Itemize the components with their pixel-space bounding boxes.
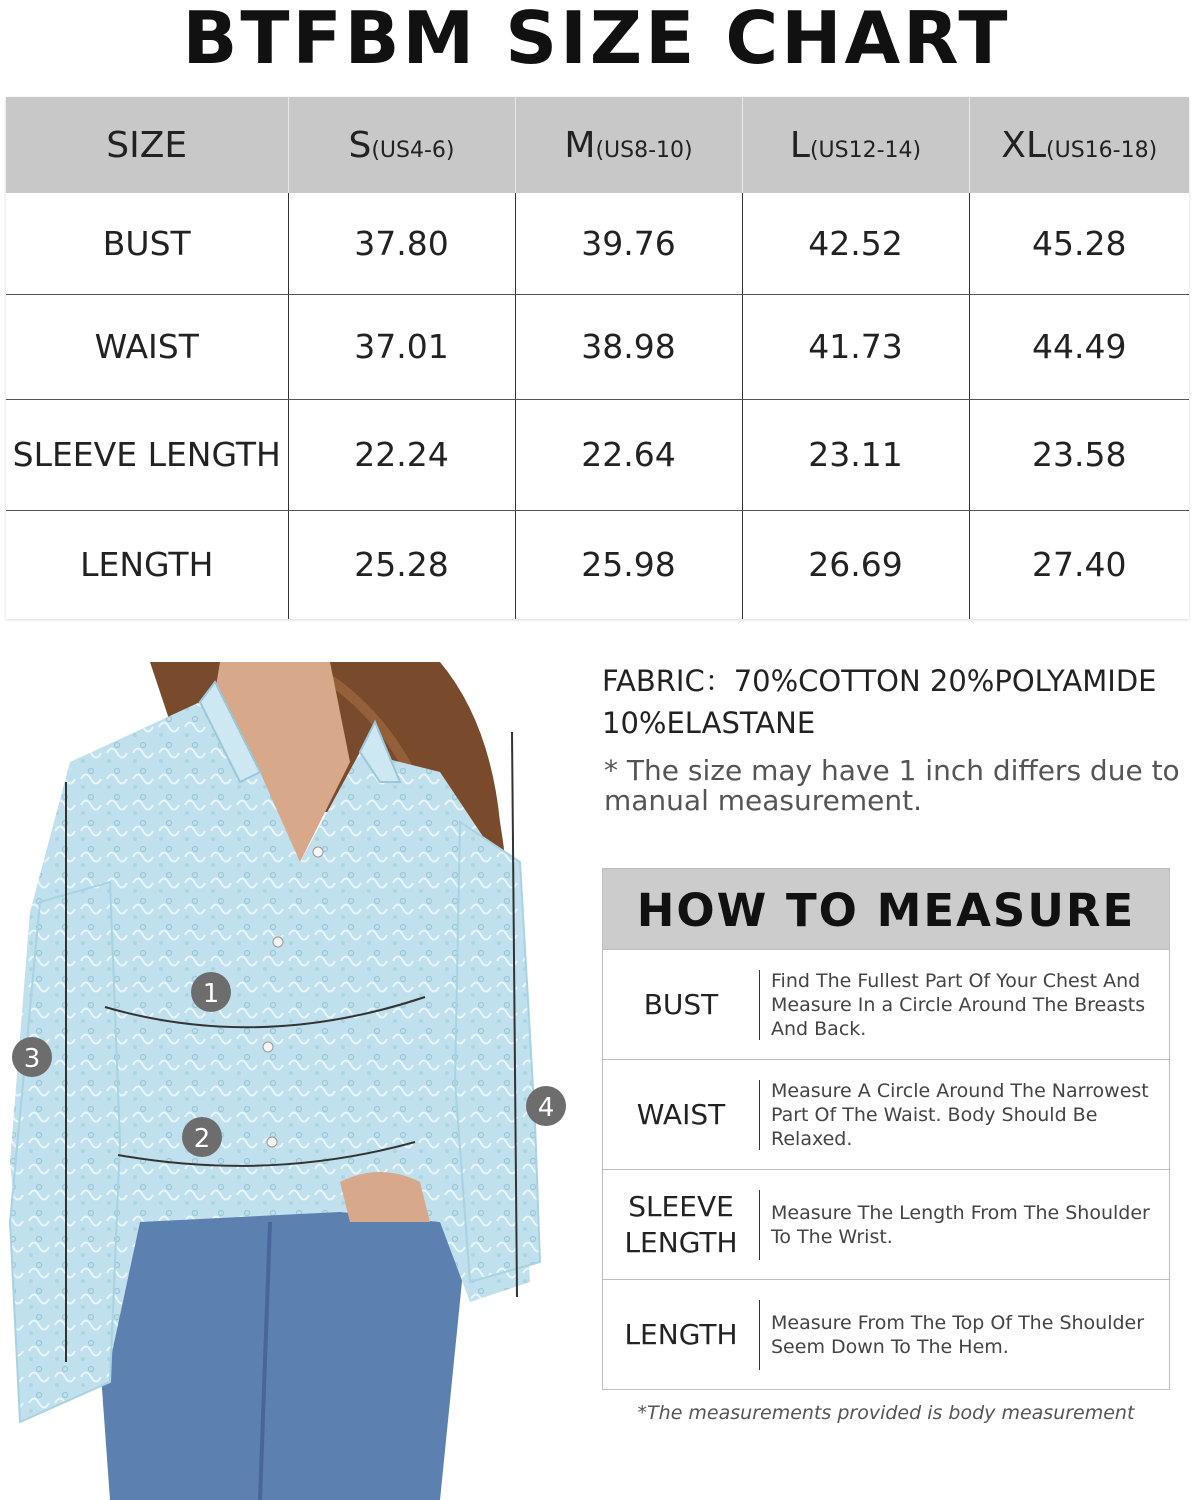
- table-cell: 38.98: [515, 294, 742, 399]
- jeans: [90, 1202, 470, 1500]
- table-cell: 37.80: [288, 193, 515, 294]
- footnote: *The measurements provided is body measurement: [637, 1402, 1135, 1424]
- header-cell-m: [515, 97, 742, 193]
- measure-desc: Measure From The Top Of The Shoulder Seem Down To The Hem.: [771, 1311, 1145, 1358]
- header-cell-size: [6, 97, 288, 193]
- marker-2: [182, 1117, 222, 1157]
- row-label: WAIST: [6, 294, 288, 399]
- measure-desc: Measure The Length From The Shoulder To The Wrist.: [771, 1201, 1150, 1248]
- how-to-measure-box: [602, 868, 1170, 1390]
- table-cell: 37.01: [288, 294, 515, 399]
- table-cell: 44.49: [969, 294, 1189, 399]
- row-label: LENGTH: [6, 510, 288, 619]
- svg-text:4: 4: [537, 1093, 555, 1123]
- table-cell: 22.64: [515, 399, 742, 510]
- row-label: BUST: [6, 193, 288, 294]
- marker-4: [526, 1086, 566, 1126]
- table-row-waist: [6, 294, 1189, 399]
- table-row-bust: [6, 193, 1189, 294]
- header-main: S: [348, 124, 372, 166]
- model-photo: [0, 662, 590, 1500]
- table-cell: 25.98: [515, 510, 742, 619]
- model-illustration: [0, 662, 590, 1500]
- measure-label: WAIST: [636, 1097, 726, 1131]
- header-main: L: [789, 124, 810, 166]
- table-row-length: [6, 510, 1189, 619]
- measure-desc: Measure A Circle Around The Narrowest Part Of The Waist. Body Should Be Relaxed.: [771, 1079, 1149, 1150]
- table-cell: 22.24: [288, 399, 515, 510]
- measure-label: BUST: [643, 987, 719, 1021]
- header-sub: (US8-10): [595, 137, 693, 163]
- header-cell-xl: [969, 97, 1189, 193]
- table-cell: 42.52: [742, 193, 969, 294]
- fabric-line-1: FABRIC：70%COTTON 20%POLYAMIDE: [602, 664, 1157, 698]
- table-cell: 26.69: [742, 510, 969, 619]
- header-sub: (US16-18): [1046, 137, 1158, 163]
- svg-text:2: 2: [193, 1124, 211, 1154]
- table-cell: 39.76: [515, 193, 742, 294]
- marker-1: [191, 972, 231, 1012]
- table-row-sleeve-length: [6, 399, 1189, 510]
- table-cell: 41.73: [742, 294, 969, 399]
- header-main: M: [564, 124, 596, 166]
- header-sub: (US12-14): [809, 137, 922, 163]
- row-label: SLEEVE LENGTH: [6, 399, 288, 510]
- how-to-measure-title: HOW TO MEASURE: [603, 869, 1169, 949]
- size-table: [6, 97, 1189, 619]
- svg-text:3: 3: [23, 1044, 41, 1074]
- measurement-note: * The size may have 1 inch differs due to manual measurement.: [604, 754, 1180, 817]
- measure-row-waist: [603, 1059, 1169, 1169]
- table-cell: 27.40: [1032, 545, 1127, 585]
- measure-row-length: [603, 1279, 1169, 1389]
- measure-row-sleeve-length: [603, 1169, 1169, 1279]
- header-main: SIZE: [106, 124, 188, 166]
- table-cell: 25.28: [288, 510, 515, 619]
- header-cell-s: [288, 97, 515, 193]
- header-sub: (US4-6): [371, 137, 455, 163]
- measure-label: LENGTH: [624, 1317, 738, 1351]
- measure-label: SLEEVE LENGTH: [624, 1189, 738, 1259]
- table-cell: 23.11: [742, 399, 969, 510]
- size-table-header: [6, 97, 1189, 193]
- header-cell-l: [742, 97, 969, 193]
- svg-text:1: 1: [202, 979, 220, 1009]
- fabric-line-2: 10%ELASTANE: [602, 706, 816, 740]
- measure-desc: Find The Fullest Part Of Your Chest And Measure In a Circle Around The Breasts And Back.: [771, 969, 1146, 1040]
- table-cell: 45.28: [969, 193, 1189, 294]
- page-title: BTFBM SIZE CHART: [182, 0, 1011, 80]
- measure-row-bust: [603, 949, 1169, 1059]
- fabric-info: [602, 660, 1182, 744]
- header-main: XL: [1001, 124, 1047, 166]
- table-cell: 23.58: [969, 399, 1189, 510]
- marker-3: [12, 1037, 52, 1077]
